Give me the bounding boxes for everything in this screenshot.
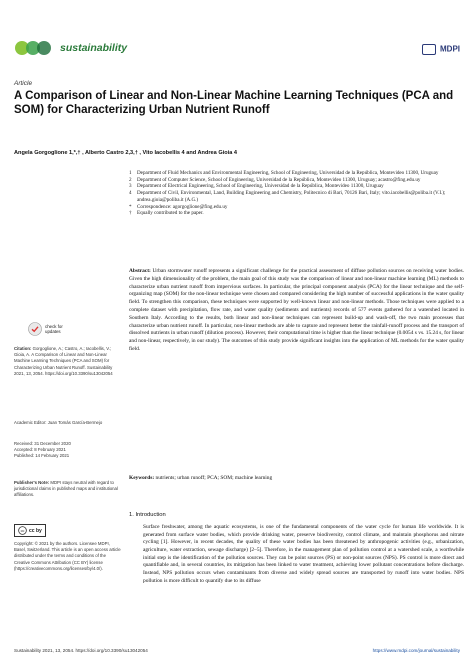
check-updates-label: check for updates xyxy=(45,324,63,334)
cc-license-badge[interactable]: cc cc by xyxy=(14,522,46,540)
affiliation-item: 4 Department of Civil, Environmental, Land, Building Engineering and Chemistry, Politecnico di Bari, 70126 Bari, Italy; vito.iacobellis@poliba.it (V.I.); andrea.gioia@poliba.it (A.G.) xyxy=(129,190,446,203)
copyright-block: Copyright: © 2021 by the authors. Licensee MDPI, Basel, Switzerland. This article is an open access article distributed under the terms and conditions of the Creative Commons Attribution (CC BY) license (https://creativecommons.org/licenses/by/4.0/). xyxy=(14,541,121,571)
keywords-label: Keywords: xyxy=(129,475,155,481)
journal-name: sustainability xyxy=(60,42,128,54)
cc-icon xyxy=(18,526,27,535)
section-title: 1. Introduction xyxy=(129,512,166,518)
journal-url-link[interactable]: https://www.mdpi.com/journal/sustainability xyxy=(372,648,460,653)
keywords xyxy=(129,475,464,481)
publisher-logo: MDPI xyxy=(422,44,460,55)
keywords-text: nutrients; urban runoff; PCA; SOM; machine learning xyxy=(155,475,273,481)
svg-text:cc: cc xyxy=(20,529,25,534)
abstract-text: Urban stormwater runoff represents a significant challenge for the practical assessment of diffuse pollution sources on receiving water bodies. Given the high dimensionality of the problem, the main goal of this study was the comparison of linear and non-linear machine learning (ML) methods to characterize urban nutrient runoff from impervious surfaces. In particular, the principal component analysis (PCA) for the linear technique and the self-organizing map (SOM) for the non-linear technique were chosen and compared considering the high number of successful applications in the water quality field. To strengthen this comparison, these techniques were supported by well-known linear and non-linear methods. Those techniques were applied to a complete dataset with precipitation, flow rate, and water quality (sediments and nutrients) records of 577 events gathered for a watershed located in Southern Italy. According to the results, both linear and non-linear techniques can represent build-up and wash-off, the two main processes that characterize urban nutrient runoff. In particular, non-linear methods are able to capture and represent better the rainfall-runoff process and the transport of dissolved nutrients in urban runoff (dilution process). However, their computational time is higher than the linear technique (0.0054 s vs. 15.24 s, for linear and non-linear, respectively, in our study). The outcomes of this study provide significant insights into the application of ML methods for the water quality field. xyxy=(129,268,464,352)
introduction-text: Surface freshwater, among the aquatic ecosystems, is one of the fundamental components of the water cycle for human life worldwide. It is generated from surface water bodies, which provide drinking water, preserve biodiversity, control climate, and maintain phosphorus and nitrate cycling [1]. However, in recent decades, the quality of these water bodies has been threatened by anthropogenic activities (e.g., urbanization, agriculture, water extraction, sewage discharge) [2–5]. Therefore, in the management plan of pollution control at a watershed scale, a worthwhile initial step is the identification of the pollution sources. They can be point sources (PS) or non-point sources (NPS). PS control is more direct and quantifiable and, in several countries, its mitigation has been linked to water treatment, achieving lower pollutant concentrations before discharge. Instead, NPS pollution occurs when contaminants from diverse and widely spread sources are transported by runoff into water bodies. NPS pollution is more difficult to quantify due to its diffuse xyxy=(143,524,464,584)
received-date: Received: 31 December 2020 xyxy=(14,441,71,446)
published-date: Published: 14 February 2021 xyxy=(14,453,70,459)
author-list: Angela Gorgoglione 1,*,† , Alberto Castro 2,3,† , Vito Iacobellis 4 and Andrea Gioia 4 xyxy=(14,150,237,156)
affiliations xyxy=(129,170,464,217)
affiliation-item: 3 Department of Electrical Engineering, School of Engineering, Universidad de la República, Montevideo 11300, Uruguay xyxy=(129,183,384,190)
abstract-label: Abstract: xyxy=(129,268,151,274)
accepted-date: Accepted: 8 February 2021 xyxy=(14,447,66,453)
article-title: A Comparison of Linear and Non-Linear Machine Learning Techniques (PCA and SOM) for Characterizing Urban Nutrient Runoff xyxy=(14,90,454,116)
check-for-updates-button[interactable] xyxy=(28,322,71,336)
affiliation-item: 1 Department of Fluid Mechanics and Environmental Engineering, School of Engineering, Universidad de la República, Montevideo 11300, Uruguay xyxy=(129,170,439,176)
citation-block: Citation: Gorgoglione, A.; Castro, A.; Iacobellis, V.; Gioia, A. A Comparison of Linear and Non-Linear Machine Learning Techniques (PCA and SOM) for Characterizing Urban Nutrient Runoff. Sustainability 2021, 13, 2054. https://doi.org/10.3390/su13042054 xyxy=(14,346,113,376)
affiliation-item: * Correspondence: agorgoglione@fing.edu.uy xyxy=(129,203,228,210)
journal-logo-icon xyxy=(14,40,56,56)
affiliation-item: 2 Department of Computer Science, School of Engineering, Universidad de la República, Montevideo 11300, Uruguay; acastro@fing.edu.uy xyxy=(129,176,421,183)
article-type: Article xyxy=(14,80,33,87)
editor-block: Academic Editor: Juan Tomás García-Bermejo xyxy=(14,420,103,425)
publisher-note: Publisher's Note: MDPI stays neutral with regard to jurisdictional claims in published maps and institutional affiliations. xyxy=(14,480,118,498)
abstract xyxy=(129,268,464,354)
affiliation-item: † Equally contributed to the paper. xyxy=(129,210,204,217)
dates-block xyxy=(14,441,122,460)
footer-citation: Sustainability 2021, 13, 2054. https://doi.org/10.3390/su13042054 xyxy=(14,648,148,653)
check-updates-icon xyxy=(28,322,42,336)
